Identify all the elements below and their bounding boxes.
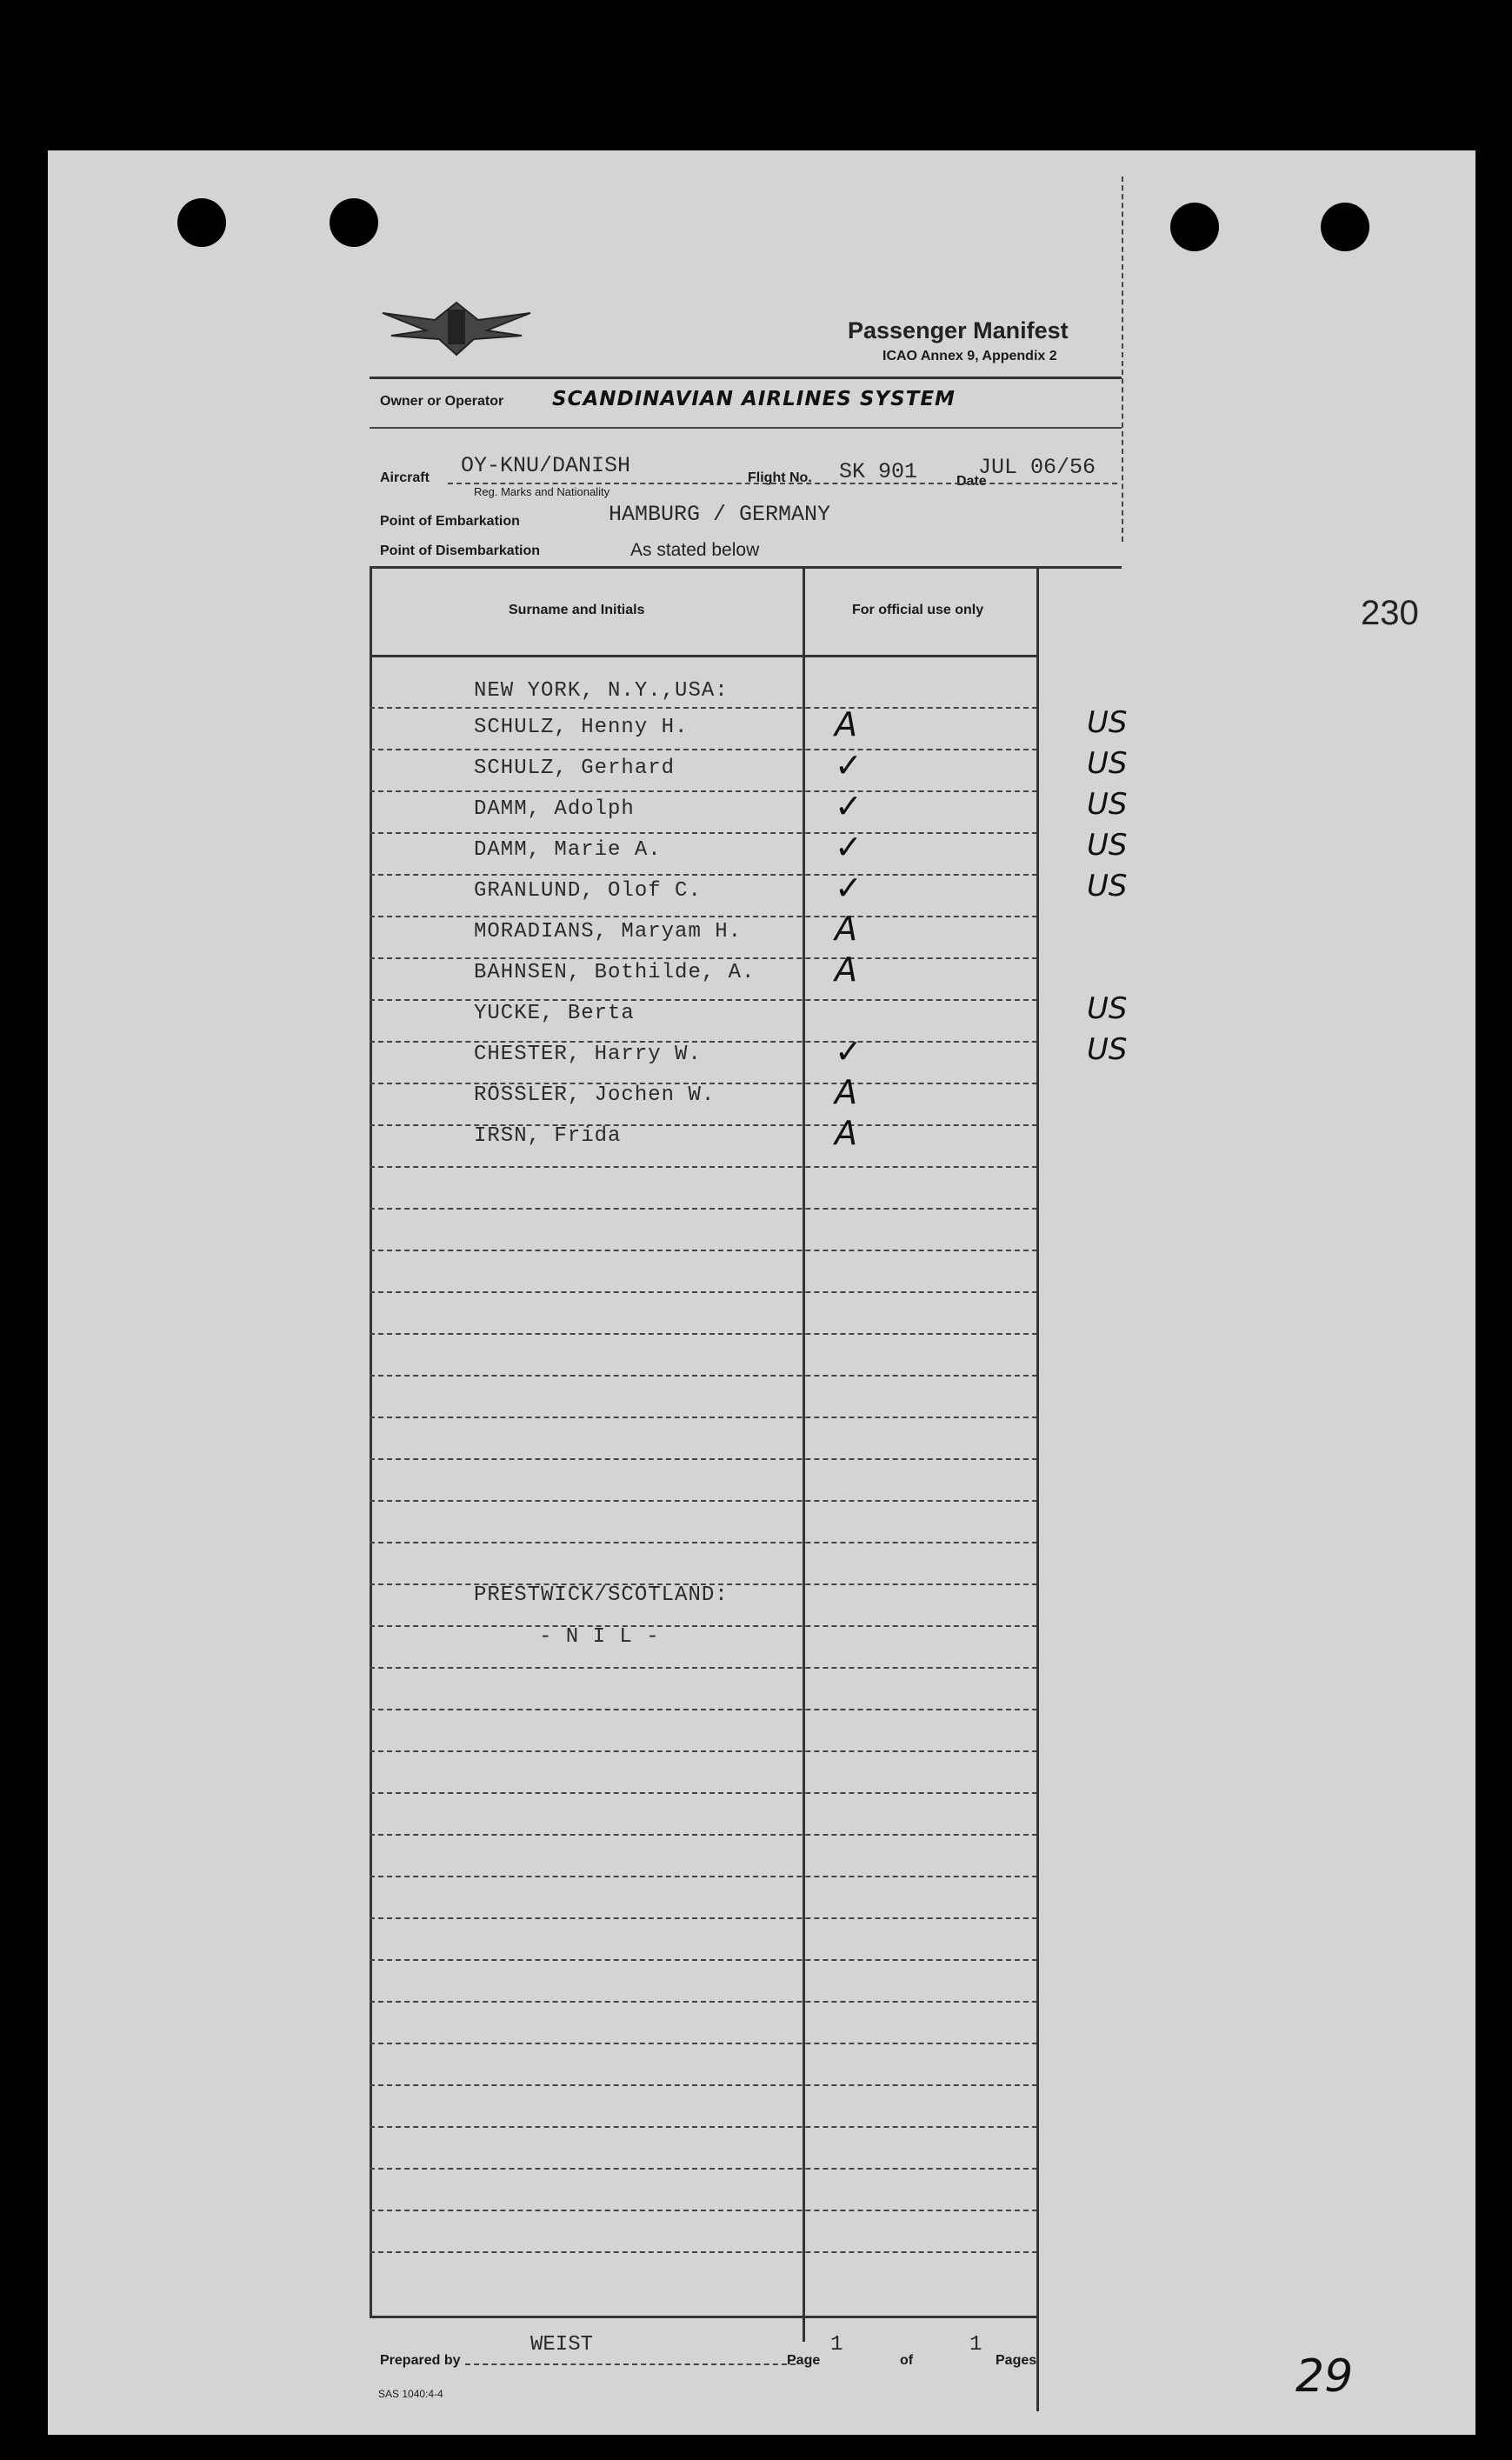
form-subtitle: ICAO Annex 9, Appendix 2 [883,349,1057,363]
us-mark: US [1087,787,1128,822]
us-mark: US [1087,869,1128,903]
table-right-border [1036,568,1039,2411]
ruled-line [370,1291,1037,1293]
divider [448,483,1117,484]
aircraft-label: Aircraft [380,470,430,485]
ruled-line [370,957,1037,959]
embark-value: HAMBURG / GERMANY [609,502,831,527]
form-title: Passenger Manifest [848,317,1069,343]
official-check-mark: ✓ [835,869,863,907]
passenger-name: DAMM, Adolph [474,797,635,821]
page-value: 1 [830,2333,843,2357]
us-mark: US [1087,828,1128,863]
ruled-line [370,749,1037,750]
ruled-line [370,1333,1037,1335]
us-mark: US [1087,746,1128,781]
names-column-header: Surname and Initials [509,603,645,617]
official-check-mark: ✓ [835,1032,863,1070]
passenger-name: RÖSSLER, Jochen W. [474,1083,716,1107]
official-check-mark: ✓ [835,787,863,825]
ruled-line [370,999,1037,1001]
aircraft-value: OY-KNU/DANISH [461,453,631,478]
ruled-line [370,2251,1037,2253]
passenger-name: YUCKE, Berta [474,1002,635,1025]
owner-label: Owner or Operator [380,394,504,409]
ruled-line [370,2043,1037,2044]
ruled-line [370,1876,1037,1877]
aircraft-sublabel: Reg. Marks and Nationality [474,485,610,498]
ruled-line [370,2168,1037,2170]
date-label: Date [956,474,987,489]
punch-hole [330,198,378,247]
table-header-divider [370,655,1037,657]
ruled-line [370,2001,1037,2003]
destination-nil: - N I L - [539,1625,660,1649]
us-mark: US [1087,1032,1128,1067]
pages-label: Pages [996,2353,1037,2368]
ruled-line [370,2126,1037,2128]
form-code: SAS 1040:4-4 [378,2388,443,2400]
ruled-line [370,1250,1037,1251]
ruled-line [370,1208,1037,1210]
disembark-value: As stated below [630,540,760,560]
ruled-line [370,1041,1037,1043]
embark-label: Point of Embarkation [380,514,520,529]
airline-logo-icon [374,294,539,359]
official-check-mark: A [835,705,857,743]
official-check-mark: ✓ [835,828,863,866]
official-check-mark: A [835,1073,857,1111]
ruled-line [370,1542,1037,1543]
passenger-name: BAHNSEN, Bothilde, A. [474,961,756,984]
passenger-name: DAMM, Marie A. [474,838,662,862]
ruled-line [370,1625,1037,1627]
ruled-line [370,832,1037,834]
ruled-line [370,1500,1037,1502]
official-column-header: For official use only [852,603,984,617]
of-value: 1 [969,2333,982,2357]
ruled-line [370,1959,1037,1961]
ruled-line [370,1709,1037,1710]
prepared-label: Prepared by [380,2353,461,2368]
us-mark: US [1087,705,1128,740]
page-number: 230 [1361,594,1419,632]
passenger-name: SCHULZ, Henny H. [474,716,689,739]
passenger-name: GRANLUND, Olof C. [474,879,702,903]
official-check-mark: A [835,950,857,989]
corner-note: 29 [1296,2350,1354,2403]
page-label: Page [787,2353,821,2368]
table-column-divider [803,568,805,2342]
official-check-mark: ✓ [835,746,863,784]
ruled-line [370,790,1037,792]
ruled-line [370,916,1037,917]
punch-hole [1170,203,1219,251]
of-label: of [900,2353,914,2368]
manifest-sheet [48,150,1475,2435]
divider [370,427,1122,429]
ruled-line [370,1834,1037,1836]
punch-hole [177,198,226,247]
divider [370,2316,1037,2318]
passenger-name: MORADIANS, Maryam H. [474,920,743,943]
divider [1122,177,1123,542]
ruled-line [370,1458,1037,1460]
ruled-line [370,1917,1037,1919]
flight-value: SK 901 [839,459,918,484]
official-check-mark: A [835,910,857,948]
disembark-label: Point of Disembarkation [380,543,541,558]
passenger-name: IRSN, Frida [474,1124,622,1148]
ruled-line [370,1667,1037,1669]
ruled-line [370,2084,1037,2086]
passenger-name: CHESTER, Harry W. [474,1043,702,1066]
ruled-line [370,1792,1037,1794]
us-mark: US [1087,991,1128,1026]
destination-heading: PRESTWICK/SCOTLAND: [474,1583,729,1607]
flight-label: Flight No. [748,470,812,485]
official-check-mark: A [835,1114,857,1152]
ruled-line [370,1417,1037,1418]
ruled-line [370,1375,1037,1377]
ruled-line [370,1750,1037,1752]
prepared-value: WEIST [530,2333,594,2357]
ruled-line [370,707,1037,709]
date-value: JUL 06/56 [978,455,1096,480]
passenger-name: SCHULZ, Gerhard [474,757,676,780]
divider [370,377,1122,379]
destination-heading: NEW YORK, N.Y.,USA: [474,679,729,703]
table-left-border [370,568,372,2316]
ruled-line [370,2210,1037,2211]
ruled-line [370,1124,1037,1126]
ruled-line [370,1166,1037,1168]
punch-hole [1321,203,1369,251]
divider [370,566,1122,569]
ruled-line [370,874,1037,876]
owner-value: SCANDINAVIAN AIRLINES SYSTEM [552,388,956,410]
divider [465,2363,796,2365]
